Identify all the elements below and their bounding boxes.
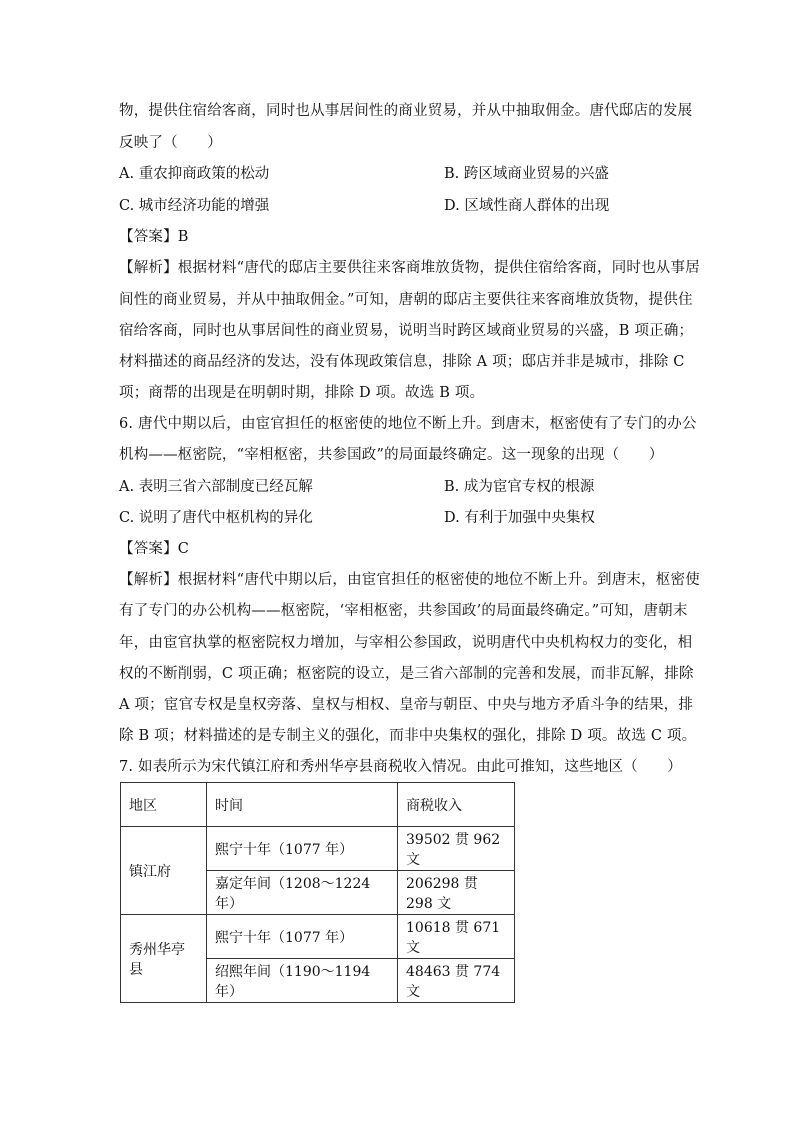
q6-option-c: C. 说明了唐代中枢机构的异化 [119, 510, 313, 526]
time-cell: 嘉定年间（1208～1224 年） [207, 871, 398, 915]
q6-answer: 【答案】C [119, 541, 190, 557]
region-cell: 秀州华亭县 [121, 915, 207, 1003]
q6-stem-line-1: 6. 唐代中期以后，由宦官担任的枢密使的地位不断上升。到唐末，枢密使有了专门的办公 [119, 416, 697, 432]
table-row [121, 827, 515, 871]
q6-option-a: A. 表明三省六部制度已经瓦解 [119, 479, 313, 495]
q5-stem-line-1: 物，提供住宿给客商，同时也从事居间性的商业贸易，并从中抽取佣金。唐代邸店的发展 [119, 103, 693, 119]
q5-analysis-line: 【解析】根据材料“唐代的邸店主要供往来客商堆放货物，提供住宿给客商，同时也从事居 [119, 260, 700, 276]
revenue-cell: 10618 贯 671 文 [398, 915, 515, 959]
q6-analysis-line: A 项；宦官专权是皇权旁落、皇权与相权、皇帝与朝臣、中央与地方矛盾斗争的结果，排 [119, 697, 694, 713]
table-row [121, 915, 515, 959]
q6-analysis-line: 年，由宦官执掌的枢密院权力增加，与宰相公参国政，说明唐代中央机构权力的变化，相 [119, 635, 693, 651]
q5-option-d: D. 区域性商人群体的出现 [444, 198, 610, 214]
q6-analysis-line: 有了专门的办公机构——枢密院，‘宰相枢密，共参国政’的局面最终确定。”可知，唐朝末 [119, 603, 688, 619]
q5-option-a: A. 重农抑商政策的松动 [119, 166, 270, 182]
time-cell: 熙宁十年（1077 年） [207, 827, 398, 871]
revenue-cell: 39502 贯 962 文 [398, 827, 515, 871]
tax-revenue-table [120, 782, 515, 1003]
q7-stem: 7. 如表所示为宋代镇江府和秀州华亭县商税收入情况。由此可推知，这些地区（ ） [119, 759, 682, 775]
revenue-cell: 206298 贯 298 文 [398, 871, 515, 915]
q6-option-d: D. 有利于加强中央集权 [444, 510, 595, 526]
header-region: 地区 [121, 783, 207, 827]
q6-option-b: B. 成为宦官专权的根源 [444, 479, 595, 495]
q5-analysis-line: 宿给客商，同时也从事居间性的商业贸易，说明当时跨区域商业贸易的兴盛，B 项正确； [119, 323, 694, 339]
q6-analysis-line: 【解析】根据材料“唐代中期以后，由宦官担任的枢密使的地位不断上升。到唐末，枢密使 [119, 572, 700, 588]
q5-option-b: B. 跨区域商业贸易的兴盛 [444, 166, 609, 182]
header-time: 时间 [207, 783, 398, 827]
q6-analysis-line: 除 B 项；材料描述的是专制主义的强化，而非中央集权的强化，排除 D 项。故选 C 项。 [119, 728, 697, 744]
q6-stem-line-2: 机构——枢密院，“宰相枢密，共参国政”的局面最终确定。这一现象的出现（ ） [119, 447, 664, 463]
region-cell: 镇江府 [121, 827, 207, 915]
q6-analysis-line: 权的不断削弱，C 项正确；枢密院的设立，是三省六部制的完善和发展，而非瓦解，排除 [119, 666, 694, 682]
header-revenue: 商税收入 [398, 783, 515, 827]
q5-stem-line-2: 反映了（ ） [119, 135, 222, 151]
q5-analysis-line: 材料描述的商品经济的发达，没有体现政策信息，排除 A 项；邸店并非是城市，排除 C [119, 354, 685, 370]
table-header-row [121, 783, 515, 827]
q5-answer: 【答案】B [119, 229, 189, 245]
time-cell: 熙宁十年（1077 年） [207, 915, 398, 959]
revenue-cell: 48463 贯 774 文 [398, 959, 515, 1003]
time-cell: 绍熙年间（1190～1194 年） [207, 959, 398, 1003]
q5-analysis-line: 项；商帮的出现是在明朝时期，排除 D 项。故选 B 项。 [119, 385, 485, 401]
q5-analysis-line: 间性的商业贸易，并从中抽取佣金。”可知，唐朝的邸店主要供往来客商堆放货物，提供住 [119, 292, 693, 308]
q5-option-c: C. 城市经济功能的增强 [119, 198, 270, 214]
